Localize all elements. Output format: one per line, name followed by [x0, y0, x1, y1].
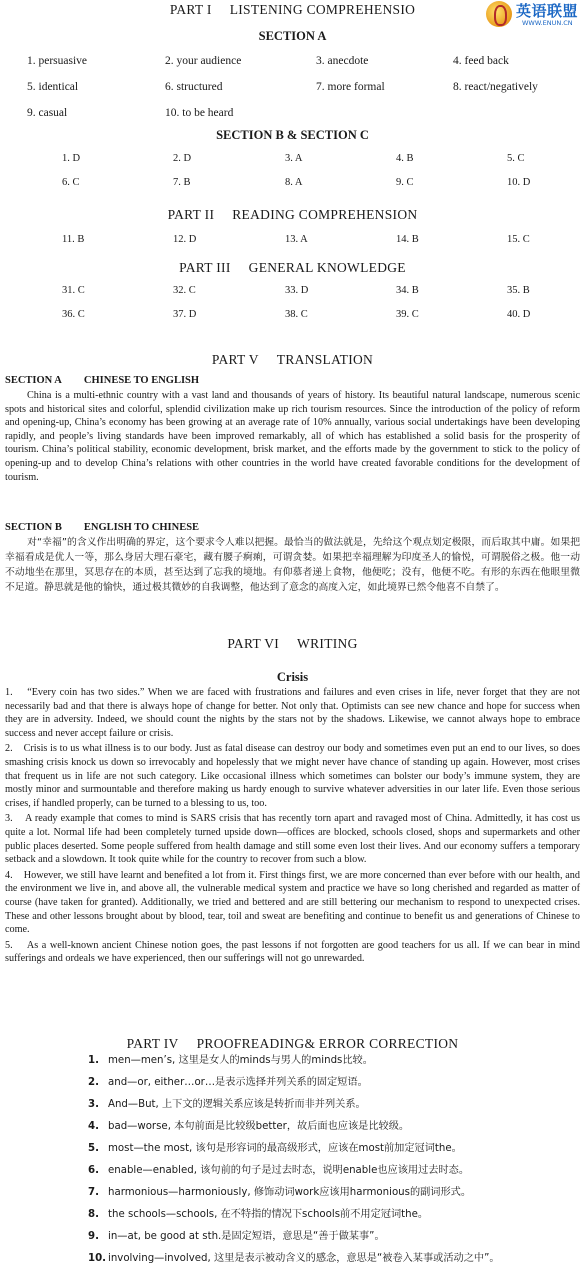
item-text: involving—involved, 这里是表示被动含义的感念，意思是“被卷入某事或活动之中”。 — [108, 1253, 500, 1265]
part2-name: READING COMPREHENSION — [232, 207, 418, 222]
answer-item: 10. to be heard — [165, 107, 234, 119]
part4-title: PART IV — [126, 1036, 179, 1051]
item-text: the schools—schools, 在不特指的情况下schools前不用定冠词the。 — [108, 1209, 429, 1221]
translation-sec-a-body: China is a multi-ethnic country with a vast land and thousands of years of history. Its beautiful natural landscape, numerous scenic spots and historical sites and colorful, splendid civilization make up rich tourism resources. Since the introduction of the policy of reform and opening-up, China’s economy has been growing at an average rate of 10% annually, various social undertakings have been developing rapidly, and people’s living standards have been improved remarkably, all of which has established a solid basis for the prosperity of tourism. China’s political stability, economic development, brisk market, and the efforts made by the government to stick to the policy of opening-up and to develop China’s relations with other countries in the world have created favorable conditions for the development of tourism. — [5, 390, 580, 483]
answer-item: 3. A — [285, 153, 303, 164]
item-text: and—or, either…or…是表示选择并列关系的固定短语。 — [108, 1077, 368, 1089]
section-a-title: SECTION A — [258, 29, 327, 43]
item-text: in—at, be good at sth.是固定短语，意思是“善于做某事”。 — [108, 1231, 385, 1243]
item-number: 8. — [88, 1209, 99, 1221]
answer-item: 40. D — [507, 309, 531, 320]
answer-item: 13. A — [285, 234, 308, 245]
part5-title: PART V — [211, 352, 259, 367]
paragraph-number: 2. — [5, 743, 13, 755]
item-number: 2. — [88, 1077, 99, 1089]
item-text: enable—enabled, 该句前的句子是过去时态，说明enable也应该用过去时态。 — [108, 1165, 470, 1177]
answer-item: 11. B — [62, 234, 85, 245]
part6-title: PART VI — [227, 636, 280, 651]
item-text: men—men’s, 这里是女人的minds与男人的minds比较。 — [108, 1055, 373, 1066]
paragraph-text: “Every coin has two sides.” When we are faced with frustrations and failures and even crises in life, never forget that they are not necessarily bad and that there is always hope of change for better. Not only that. Optimists can see new chance and hope for success when they are in adversity. Indeed, we should count the nights by the stars not by the shadows. Likewise, we cannot always hope to embrace success and never accept failure or crisis. — [5, 687, 580, 739]
list-item — [88, 1230, 578, 1245]
answer-item: 3. anecdote — [316, 55, 369, 67]
list-item — [88, 1208, 578, 1223]
answer-item: 14. B — [396, 234, 419, 245]
item-text: bad—worse, 本句前面是比较级better，故后面也应该是比较级。 — [108, 1121, 410, 1133]
answer-item: 6. structured — [165, 81, 223, 93]
translation-sec-b-text — [5, 535, 580, 595]
part5-name: TRANSLATION — [276, 352, 374, 367]
translation-sec-a-heading — [5, 375, 199, 386]
essay-paragraph — [5, 939, 580, 966]
list-item — [88, 1054, 578, 1069]
essay-body — [5, 686, 580, 966]
item-text: harmonious—harmoniously, 修饰动词work应该用harmonious的副词形式。 — [108, 1187, 472, 1199]
answer-item: 4. feed back — [453, 55, 509, 67]
paragraph-text: A ready example that comes to mind is SARS crisis that has recently torn apart and ravaged most of China. Admittedly, it has cost us quite a lot. Normal life had been completely turned upside down—offices are blocked, schools closed, shops and supermarkets and other public places deserted. Some people suffered from health damage and still some even lost their lives. And our economy suffers a temporary setback and a slowdown. It took quite while for the country to recover from such a blow. — [5, 813, 581, 866]
part1-name: LISTENING COMPREHENSIO — [229, 2, 416, 17]
translation-sec-a-name: CHINESE TO ENGLISH — [83, 375, 200, 386]
part1-title: PART I — [169, 2, 212, 17]
answer-item: 12. D — [173, 234, 197, 245]
essay-paragraph — [5, 686, 580, 740]
answer-item: 9. C — [396, 177, 414, 188]
answer-item: 39. C — [396, 309, 419, 320]
paragraph-number: 3. — [5, 813, 13, 825]
answer-item: 15. C — [507, 234, 530, 245]
part6-name: WRITING — [297, 636, 358, 651]
logo-text: 英语联盟 — [516, 2, 579, 20]
section-bc-title: SECTION B & SECTION C — [216, 128, 369, 142]
translation-sec-a-label: SECTION A — [5, 375, 62, 386]
part3-answers — [0, 0, 585, 330]
item-number: 3. — [88, 1099, 99, 1111]
translation-sec-b-body: 对“幸福”的含义作出明确的界定，这个要求令人难以把握。最恰当的做法就是，先给这个观点划定极限，而后取其中庸。如果把幸福看成是优人一等，那么身居大理石豪宅，藏有腰子痾痢，可谓贪婪。如果把幸福理解为印度圣人的愉悦，可谓脱俗之极。他一动不动地坐在那里，冥思存在的本质，甚至达到了忘我的境地。有仰慕者递上食物，他便吃；没有，他便不吃。有形的东西在他眼里微不足道。静思就是他的愉快，通过极其微妙的自我调整，他达到了意念的高度入定，如此境界已然令他喜不自禁了。 — [5, 537, 580, 593]
answer-item: 9. casual — [27, 107, 68, 119]
paragraph-number: 4. — [5, 869, 13, 881]
list-item — [88, 1076, 578, 1091]
answer-item: 8. react/negatively — [453, 81, 538, 93]
essay-title: Crisis — [276, 670, 309, 684]
list-item — [88, 1186, 578, 1201]
translation-sec-b-label: SECTION B — [5, 522, 62, 533]
translation-sec-b-name: ENGLISH TO CHINESE — [83, 522, 200, 533]
answer-item: 2. your audience — [165, 55, 242, 67]
list-item — [88, 1164, 578, 1179]
answer-item: 34. B — [396, 285, 419, 296]
proofreading-list — [88, 1054, 578, 1274]
answer-item: 1. persuasive — [27, 55, 88, 67]
answer-item: 36. C — [62, 309, 85, 320]
translation-sec-b-heading — [5, 522, 199, 533]
list-item — [88, 1098, 578, 1113]
paragraph-text: As a well-known ancient Chinese notion goes, the past lessons if not forgotten are good teachers for us all. If we can bear in mind sufferings and ordeals we have experienced, then our sufferings will not go unrewarded. — [5, 939, 580, 965]
essay-paragraph — [5, 742, 580, 810]
item-number: 4. — [88, 1121, 99, 1133]
part4-name: PROOFREADING& ERROR CORRECTION — [196, 1036, 459, 1051]
part2-title: PART II — [167, 207, 215, 222]
essay-paragraph — [5, 812, 580, 866]
item-number: 6. — [88, 1165, 99, 1177]
answer-item: 7. more formal — [316, 81, 385, 93]
answer-item: 5. identical — [27, 81, 79, 93]
answer-item: 6. C — [62, 177, 80, 188]
answer-item: 32. C — [173, 285, 196, 296]
part3-name: GENERAL KNOWLEDGE — [248, 260, 406, 275]
part6-heading — [0, 636, 585, 652]
essay-paragraph — [5, 869, 580, 937]
paragraph-number: 1. — [5, 687, 13, 698]
paragraph-number: 5. — [5, 939, 13, 951]
paragraph-text: Crisis is to us what illness is to our body. Just as fatal disease can destroy our body and sometimes even put an end to our lives, so does smashing crisis knock us down so irrevocably and hopelessly that we might never have chance of standing up again. However, most crises that frequent us in life are not such category. Like occasional illness which sometimes can bolster our body’s immune system, they are mostly minor and surmountable and therefore making us hardy enough to survive whatever adversities in our later life. Even those serious crises, if handled properly, can be turned to a blessing to us, too. — [5, 743, 580, 809]
item-text: most—the most, 该句是形容词的最高级形式，应该在most前加定冠词the。 — [108, 1143, 462, 1155]
item-number: 7. — [88, 1187, 99, 1199]
answer-item: 37. D — [173, 309, 197, 320]
part4-heading — [0, 1036, 585, 1052]
answer-item: 10. D — [507, 177, 531, 188]
answer-item: 35. B — [507, 285, 530, 296]
part5-heading — [0, 352, 585, 368]
answer-item: 31. C — [62, 285, 85, 296]
list-item — [88, 1252, 578, 1267]
answer-item: 2. D — [173, 153, 192, 164]
item-number: 10. — [88, 1253, 107, 1265]
answer-item: 5. C — [507, 153, 525, 164]
answer-item: 33. D — [285, 285, 309, 296]
paragraph-text: However, we still have learnt and benefited a lot from it. First things first, we are more concerned than ever before with our health, and the environment we live in, and above all, the vulnerable medical system and practice we have so long cherished and regarded as matter of course (have taken for granted). Additionally, we tried and bettered and are still bettering our mechanism to respond to unexpected crises. These and other lessons brought about by blood, tear, toil and sweat are benefiting and continue to benefit us and generations of Chinese to come. — [5, 869, 580, 936]
answer-item: 1. D — [62, 153, 81, 164]
item-number: 9. — [88, 1231, 99, 1243]
part3-title: PART III — [179, 260, 231, 275]
item-number: 5. — [88, 1143, 99, 1155]
item-text: And—But, 上下文的逻辑关系应该是转折而非并列关系。 — [108, 1099, 366, 1111]
item-number: 1. — [88, 1055, 99, 1066]
answer-item: 4. B — [396, 153, 414, 164]
list-item — [88, 1120, 578, 1135]
answer-item: 7. B — [173, 177, 191, 188]
logo-url: WWW.ENUN.CN — [522, 19, 573, 27]
list-item — [88, 1142, 578, 1157]
answer-item: 8. A — [285, 177, 303, 188]
answer-item: 38. C — [285, 309, 308, 320]
translation-sec-a-text — [5, 389, 580, 484]
